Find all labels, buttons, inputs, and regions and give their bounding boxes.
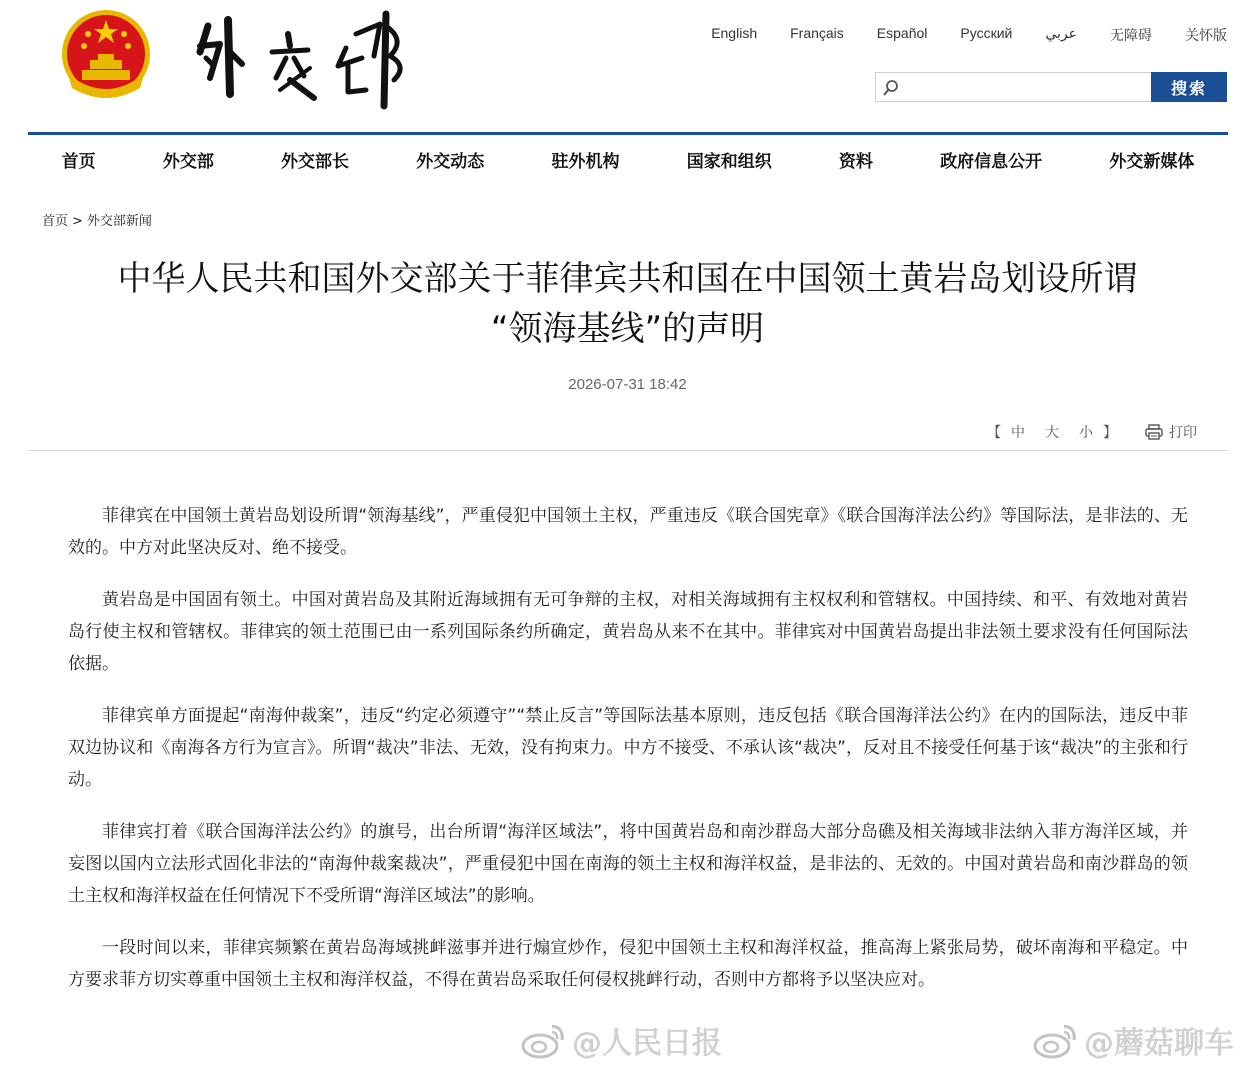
- nav-item-home[interactable]: 首页: [61, 152, 96, 172]
- breadcrumb-current-link[interactable]: 外交部新闻: [86, 214, 152, 229]
- weibo-watermark-2: [1032, 1018, 1234, 1062]
- nav-item-ministry[interactable]: 外交部: [162, 152, 214, 172]
- font-size-small-button[interactable]: 小: [1079, 425, 1093, 441]
- page-title-line-2: “领海基线”的声明: [490, 309, 765, 349]
- search-icon: [882, 79, 900, 97]
- national-emblem-logo[interactable]: [58, 4, 154, 104]
- lang-russian-link[interactable]: Русский: [960, 25, 1013, 41]
- weibo-icon: [520, 1020, 568, 1060]
- print-label: 打印: [1169, 425, 1197, 441]
- content-divider: [28, 450, 1228, 451]
- breadcrumb: [42, 210, 152, 229]
- watermark-text-1: @人民日报: [572, 1026, 722, 1061]
- page-title-line-1: 中华人民共和国外交部关于菲律宾共和国在中国领土黄岩岛划设所谓: [117, 259, 1138, 299]
- article-paragraph-2: 黄岩岛是中国固有领土。中国对黄岩岛及其附近海域拥有无可争辩的主权，对相关海域拥有主权权利和管辖权。中国持续、和平、有效地对黄岩岛行使主权和管辖权。菲律宾的领土范围已由一系列国际条约所确定，黄岩岛从来不在其中。菲律宾对中国黄岩岛提出非法领土要求没有任何国际法依据。: [68, 590, 1188, 674]
- article-paragraph-4: 菲律宾打着《联合国海洋法公约》的旗号，出台所谓“海洋区域法”，将中国黄岩岛和南沙群岛大部分岛礁及相关海域非法纳入菲方海洋区域，并妄图以国内立法形式固化非法的“南海仲裁案裁决”，严重侵犯中国在南海的领土主权和海洋权益，是非法的、无效的。中国对黄岩岛和南沙群岛的领土主权和海洋权益在任何情况下不受所谓“海洋区域法”的影响。: [68, 822, 1188, 906]
- weibo-icon: [1032, 1020, 1080, 1060]
- article-tools: [987, 422, 1197, 442]
- nav-item-diplomatic-news[interactable]: 外交动态: [416, 152, 485, 172]
- nav-item-minister[interactable]: 外交部长: [281, 152, 350, 172]
- font-size-medium-button[interactable]: 中: [1011, 425, 1025, 441]
- font-size-large-button[interactable]: 大: [1045, 425, 1059, 441]
- article-body: [68, 500, 1188, 1016]
- publish-date: 2026-07-31 18:42: [568, 376, 687, 393]
- page-title: [60, 254, 1195, 354]
- lang-spanish-link[interactable]: Español: [876, 25, 928, 41]
- lang-french-link[interactable]: Français: [790, 25, 844, 41]
- nav-item-countries-organizations[interactable]: 国家和组织: [686, 152, 772, 172]
- weibo-watermark-1: [520, 1018, 722, 1062]
- article-paragraph-5: 一段时间以来，菲律宾频繁在黄岩岛海域挑衅滋事并进行煽宣炒作，侵犯中国领土主权和海洋权益，推高海上紧张局势，破坏南海和平稳定。中方要求菲方切实尊重中国领土主权和海洋权益，不得在黄岩岛采取任何侵权挑衅行动，否则中方都将予以坚决应对。: [68, 938, 1188, 990]
- breadcrumb-home-link[interactable]: 首页: [42, 214, 69, 229]
- lang-arabic-link[interactable]: عربي: [1045, 25, 1077, 41]
- main-nav: [28, 132, 1228, 184]
- ministry-calligraphy-logo[interactable]: [190, 6, 415, 118]
- nav-item-new-media[interactable]: 外交新媒体: [1109, 152, 1195, 172]
- search-box: [875, 72, 1227, 102]
- search-button[interactable]: 搜索: [1151, 72, 1227, 102]
- search-input[interactable]: [906, 75, 1150, 101]
- font-size-bracket-open: 【: [987, 425, 1001, 441]
- nav-item-resources[interactable]: 资料: [838, 152, 873, 172]
- elderly-care-mode-link[interactable]: 关怀版: [1185, 27, 1227, 43]
- accessibility-link[interactable]: 无障碍: [1110, 27, 1152, 43]
- breadcrumb-separator: >: [72, 214, 83, 229]
- printer-icon: [1145, 424, 1163, 440]
- font-size-bracket-close: 】: [1103, 425, 1117, 441]
- nav-item-missions-overseas[interactable]: 驻外机构: [551, 152, 620, 172]
- article-paragraph-3: 菲律宾单方面提起“南海仲裁案”，违反“约定必须遵守”“禁止反言”等国际法基本原则，违反包括《联合国海洋法公约》在内的国际法，违反中菲双边协议和《南海各方行为宣言》。所谓“裁决”非法、无效，没有拘束力。中方不接受、不承认该“裁决”，反对且不接受任何基于该“裁决”的主张和行动。: [68, 706, 1188, 790]
- print-button[interactable]: [1145, 422, 1197, 442]
- watermark-text-2: @蘑菇聊车: [1084, 1026, 1234, 1061]
- language-bar: [678, 25, 1227, 45]
- lang-english-link[interactable]: English: [711, 25, 758, 41]
- site-header: [0, 0, 1255, 132]
- article-paragraph-1: 菲律宾在中国领土黄岩岛划设所谓“领海基线”，严重侵犯中国领土主权，严重违反《联合国宪章》《联合国海洋法公约》等国际法，是非法的、无效的。中方对此坚决反对、绝不接受。: [68, 506, 1188, 558]
- nav-item-government-info[interactable]: 政府信息公开: [940, 152, 1043, 172]
